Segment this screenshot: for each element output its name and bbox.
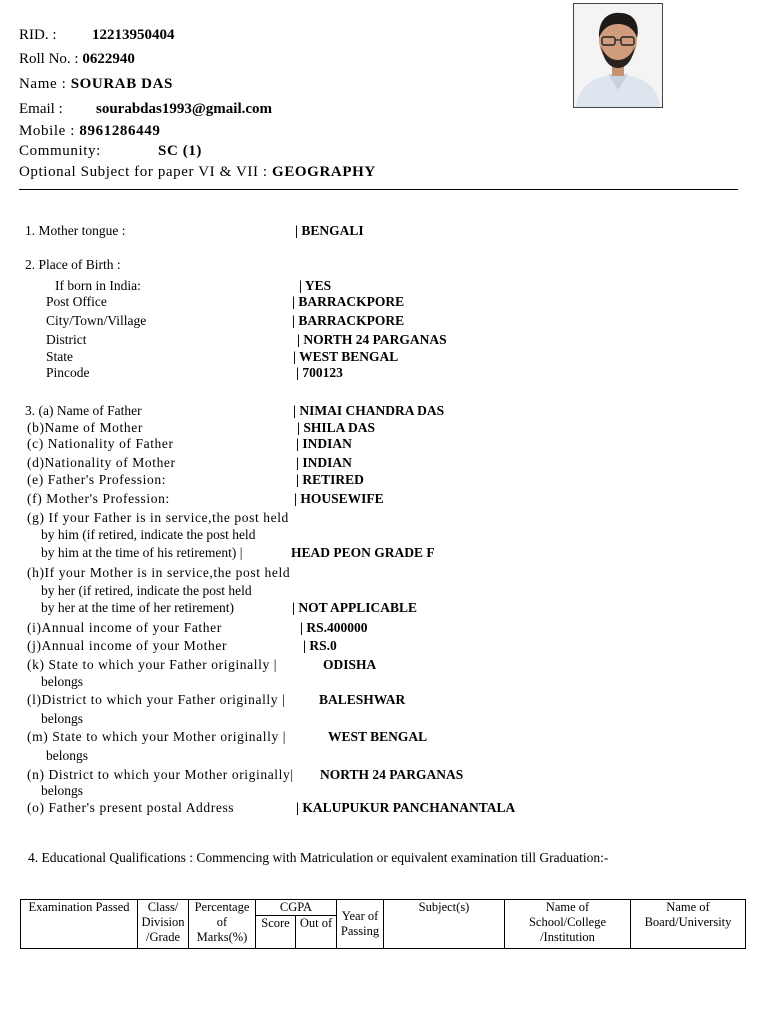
mother-profession-value: | HOUSEWIFE: [294, 491, 384, 506]
email-value: sourabdas1993@gmail.com: [96, 101, 273, 117]
mother-profession-label: (f) Mother's Profession:: [27, 491, 170, 506]
col-cgpa-out-of: Out of: [296, 916, 337, 949]
mobile-label: Mobile :: [19, 123, 76, 139]
place-of-birth-label: 2. Place of Birth :: [25, 257, 121, 272]
community-label: Community:: [19, 143, 101, 159]
mother-tongue-label: 1. Mother tongue :: [25, 223, 126, 238]
state-label: State: [46, 349, 73, 364]
rid-value: 12213950404: [92, 27, 175, 43]
father-nationality-value: | INDIAN: [296, 436, 352, 451]
father-income-label: (i)Annual income of your Father: [27, 620, 222, 635]
father-name-value: | NIMAI CHANDRA DAS: [293, 403, 445, 418]
mobile-row: [19, 123, 160, 140]
pincode-value: | 700123: [296, 365, 343, 380]
mobile-value: 8961286449: [79, 123, 161, 139]
roll-value: 0622940: [82, 51, 135, 67]
col-class-division: Class/ Division /Grade: [138, 900, 189, 949]
born-in-india-value: | YES: [299, 278, 332, 293]
mother-nationality-value: | INDIAN: [296, 455, 352, 470]
mother-tongue-value: | BENGALI: [295, 223, 364, 238]
father-state-cont: belongs: [41, 674, 83, 689]
col-school: Name of School/College /Institution: [505, 900, 631, 949]
mother-district-value: NORTH 24 PARGANAS: [320, 767, 464, 782]
rid-label: RID. :: [19, 27, 57, 43]
father-income-value: | RS.400000: [300, 620, 368, 635]
name-label: Name :: [19, 76, 67, 92]
mother-post-value: | NOT APPLICABLE: [292, 600, 418, 615]
district-value: | NORTH 24 PARGANAS: [297, 332, 447, 347]
email-label: Email :: [19, 101, 63, 117]
community-value: SC (1): [158, 143, 203, 159]
father-state-value: ODISHA: [323, 657, 377, 672]
mother-nationality-label: (d)Nationality of Mother: [27, 455, 176, 470]
state-value: | WEST BENGAL: [293, 349, 399, 364]
optional-subject-label: Optional Subject for paper VI & VII :: [19, 164, 268, 180]
col-exam-passed: Examination Passed: [21, 900, 138, 949]
rid-row: [19, 27, 175, 44]
col-cgpa-score: Score: [256, 916, 296, 949]
mother-income-label: (j)Annual income of your Mother: [27, 638, 228, 653]
father-district-label: (l)District to which your Father originally |: [27, 692, 286, 707]
father-profession-label: (e) Father's Profession:: [27, 472, 167, 487]
col-board: Name of Board/University: [631, 900, 746, 949]
roll-label: Roll No. :: [19, 51, 79, 67]
education-heading: 4. Educational Qualifications : Commencing with Matriculation or equivalent examination till Graduation:-: [28, 850, 609, 865]
optional-subject-row: [19, 164, 376, 181]
pincode-label: Pincode: [46, 365, 90, 380]
email-row: [19, 101, 273, 118]
post-office-label: Post Office: [46, 294, 107, 309]
mother-post-line1: (h)If your Mother is in service,the post held: [27, 565, 291, 580]
mother-state-value: WEST BENGAL: [328, 729, 428, 744]
mother-state-label: (m) State to which your Mother originally |: [27, 729, 287, 744]
mother-name-label: (b)Name of Mother: [27, 420, 143, 435]
district-label: District: [46, 332, 87, 347]
born-in-india-label: If born in India:: [55, 278, 141, 293]
mother-post-line3: by her at the time of her retirement): [41, 600, 235, 615]
father-nationality-label: (c) Nationality of Father: [27, 436, 174, 451]
mother-district-cont: belongs: [41, 783, 83, 798]
father-post-line2: by him (if retired, indicate the post held: [41, 527, 256, 542]
city-label: City/Town/Village: [46, 313, 147, 328]
mother-state-cont: belongs: [46, 748, 88, 763]
father-district-cont: belongs: [41, 711, 83, 726]
name-value: SOURAB DAS: [70, 76, 173, 92]
col-percentage: Percentage of Marks(%): [189, 900, 256, 949]
father-address-label: (o) Father's present postal Address: [27, 800, 235, 815]
mother-district-label: (n) District to which your Mother originally|: [27, 767, 294, 782]
mother-income-value: | RS.0: [303, 638, 337, 653]
name-row: [19, 76, 173, 93]
mother-name-value: | SHILA DAS: [297, 420, 376, 435]
father-district-value: BALESHWAR: [319, 692, 406, 707]
city-value: | BARRACKPORE: [292, 313, 405, 328]
community-row: [19, 143, 203, 160]
education-table: [20, 899, 746, 949]
father-post-value: HEAD PEON GRADE F: [291, 545, 435, 560]
roll-row: [19, 51, 135, 68]
father-post-line3: by him at the time of his retirement) |: [41, 545, 243, 560]
candidate-photo: [573, 3, 663, 108]
col-year-of-passing: Year of Passing: [337, 900, 384, 949]
optional-subject-value: GEOGRAPHY: [272, 164, 376, 180]
col-subjects: Subject(s): [384, 900, 505, 949]
father-name-label: 3. (a) Name of Father: [25, 403, 142, 418]
mother-post-line2: by her (if retired, indicate the post held: [41, 583, 252, 598]
father-post-line1: (g) If your Father is in service,the post held: [27, 510, 289, 525]
father-profession-value: | RETIRED: [296, 472, 364, 487]
header-divider: [19, 189, 738, 190]
father-address-value: | KALUPUKUR PANCHANANTALA: [296, 800, 516, 815]
col-cgpa: CGPA: [256, 900, 337, 916]
father-state-label: (k) State to which your Father originally |: [27, 657, 278, 672]
post-office-value: | BARRACKPORE: [292, 294, 405, 309]
